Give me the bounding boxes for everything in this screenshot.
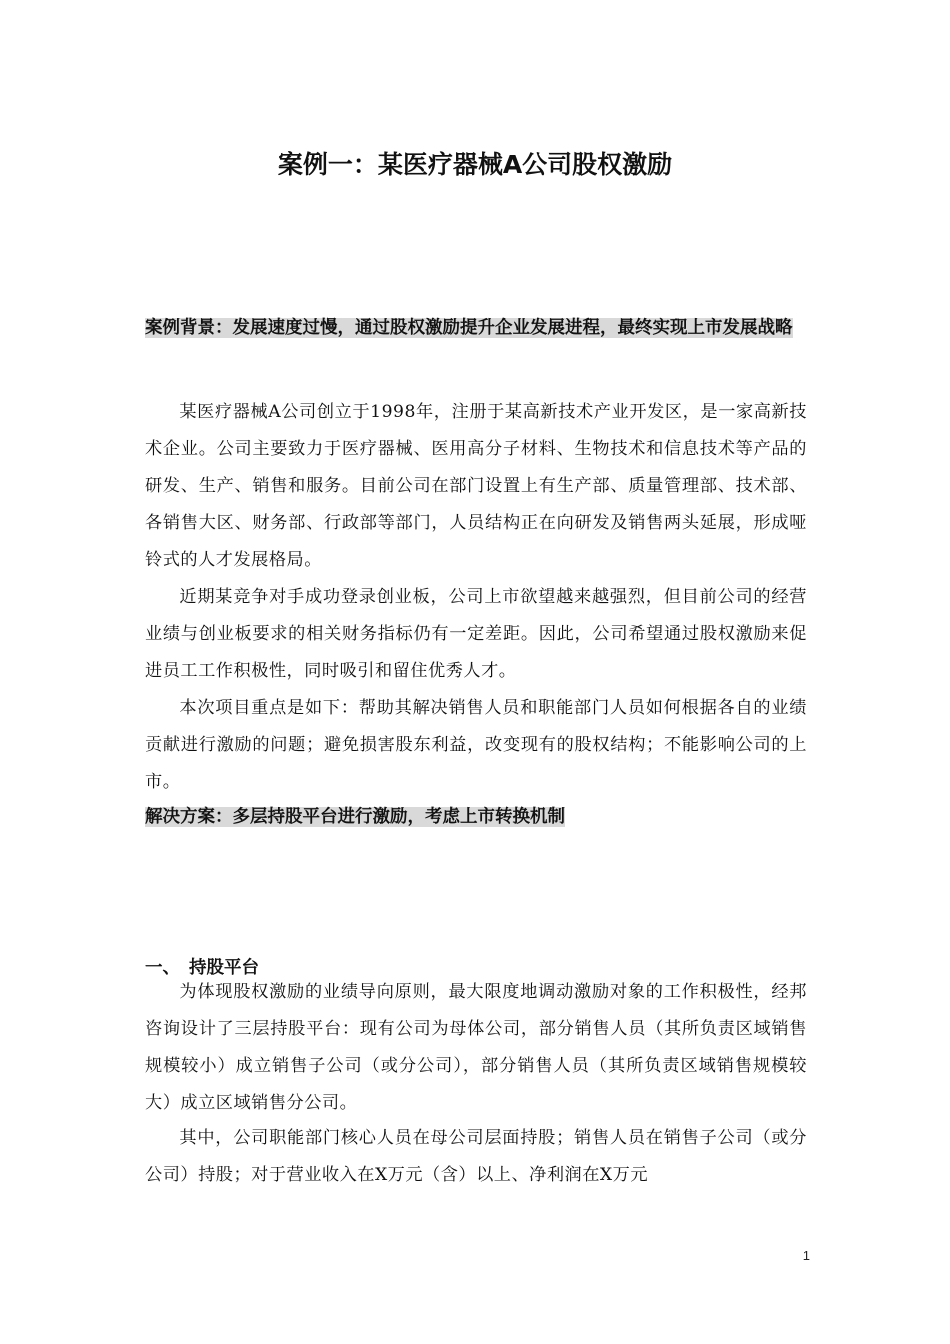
page-number: 1 — [802, 1248, 810, 1263]
section-title: 持股平台 — [189, 958, 259, 978]
background-paragraph-2: 近期某竞争对手成功登录创业板，公司上市欲望越来越强烈，但目前公司的经营业绩与创业板要求的相关财务指标仍有一定差距。因此，公司希望通过股权激励来促进员工工作积极性，同时吸引和留住优秀人才。 — [145, 587, 807, 681]
background-paragraph-1: 某医疗器械A公司创立于1998年，注册于某高新技术产业开发区，是一家高新技术企业。公司主要致力于医疗器械、医用高分子材料、生物技术和信息技术等产品的研发、生产、销售和服务。目前公司在部门设置上有生产部、质量管理部、技术部、各销售大区、财务部、行政部等部门，人员结构正在向研发及销售两头延展，形成哑铃式的人才发展格局。 — [145, 402, 807, 570]
section1-paragraph-2: 其中，公司职能部门核心人员在母公司层面持股；销售人员在销售子公司（或分公司）持股；对于营业收入在X万元（含）以上、净利润在X万元 — [145, 1128, 807, 1185]
background-heading-text: 案例背景：发展速度过慢，通过股权激励提升企业发展进程，最终实现上市发展战略 — [145, 318, 793, 338]
background-paragraph-3: 本次项目重点是如下：帮助其解决销售人员和职能部门人员如何根据各自的业绩贡献进行激励的问题；避免损害股东利益，改变现有的股权结构；不能影响公司的上市。 — [145, 698, 807, 792]
solution-heading-text: 解决方案：多层持股平台进行激励，考虑上市转换机制 — [145, 807, 565, 827]
document-title: 案例一：某医疗器械A公司股权激励 — [277, 150, 673, 179]
section1-paragraph-1: 为体现股权激励的业绩导向原则，最大限度地调动激励对象的工作积极性，经邦咨询设计了三层持股平台：现有公司为母体公司，部分销售人员（其所负责区域销售规模较小）成立销售子公司（或分公司），部分销售人员（其所负责区域销售规模较大）成立区域销售分公司。 — [145, 982, 807, 1113]
solution-heading — [145, 797, 807, 837]
section-number: 一、 — [145, 958, 180, 978]
background-heading — [145, 306, 807, 351]
